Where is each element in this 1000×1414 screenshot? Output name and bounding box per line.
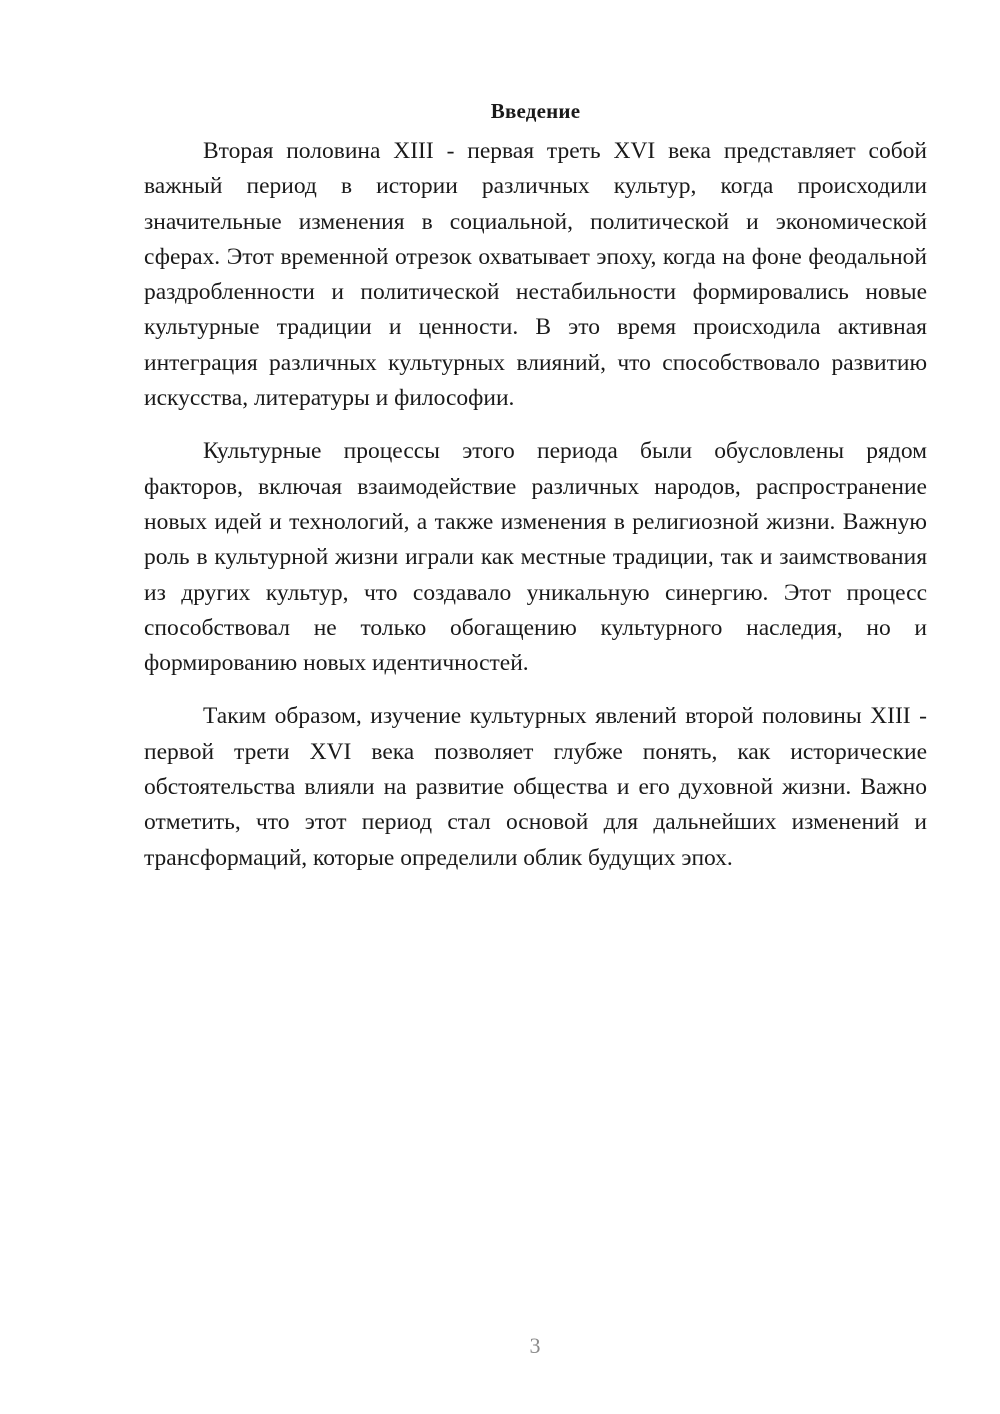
page-number: 3: [529, 1333, 541, 1358]
paragraph-3: Таким образом, изучение культурных явлений второй половины XIII - первой трети XVI века позволяет глубже понять, как исторические обстоятельства влияли на развитие общества и его духовной жизни. Важно отметить, что этот период стал основой для дальнейших изменений и трансформаций, которые определили облик будущих эпох.: [144, 703, 927, 871]
section-heading: Введение: [490, 99, 581, 123]
page-content: [144, 96, 927, 894]
paragraph-2: Культурные процессы этого периода были обусловлены рядом факторов, включая взаимодействие различных народов, распространение новых идей и технологий, а также изменения в религиозной жизни. Важную роль в культурной жизни играли как местные традиции, так и заимствования из других культур, что создавало уникальную синергию. Этот процесс способствовал не только обогащению культурного наследия, но и формированию новых идентичностей.: [144, 438, 927, 677]
paragraph-1: Вторая половина XIII - первая треть XVI века представляет собой важный период в истории различных культур, когда происходили значительные изменения в социальной, политической и экономической сферах. Этот временной отрезок охватывает эпоху, когда на фоне феодальной раздробленности и политической нестабильности формировались новые культурные традиции и ценности. В это время происходила активная интеграция различных культурных влияний, что способствовало развитию искусства, литературы и философии.: [144, 138, 927, 412]
